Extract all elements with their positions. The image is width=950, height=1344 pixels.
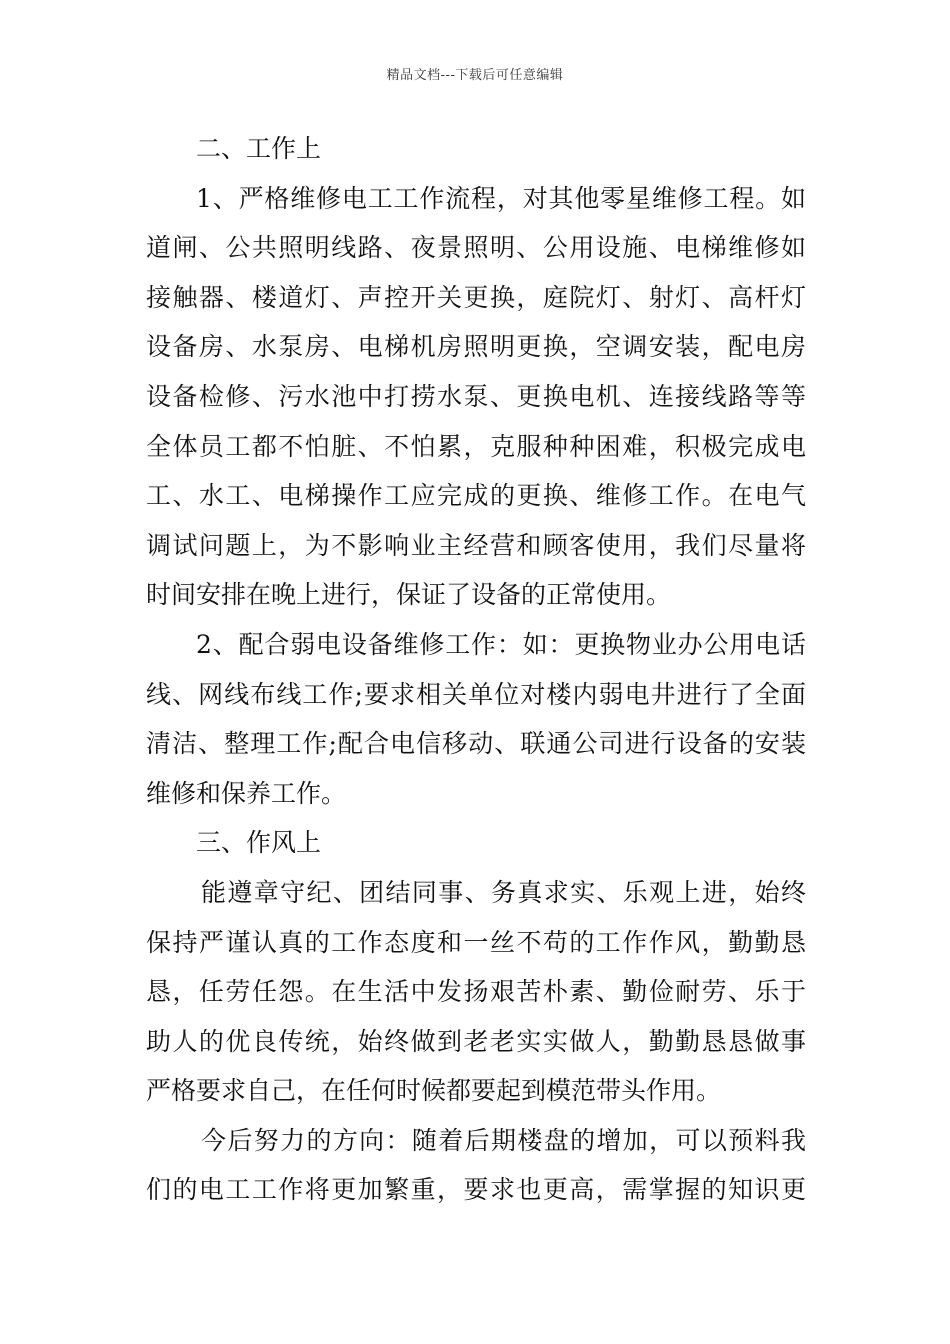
paragraph-line: 保持严谨认真的工作态度和一丝不苟的工作作风，勤勤恳 (146, 927, 806, 957)
paragraph-line: 严格要求自己，在任何时候都要起到模范带头作用。 (146, 1076, 722, 1106)
paragraph-line: 时间安排在晚上进行，保证了设备的正常使用。 (146, 580, 672, 610)
paragraph-line: 们的电工工作将更加繁重，要求也更高，需掌握的知识更 (146, 1175, 806, 1205)
page-header: 精品文档---下载后可任意编辑 (386, 68, 564, 83)
paragraph-line: 今后努力的方向：随着后期楼盘的增加，可以预料我 (201, 1125, 806, 1155)
paragraph-line: 设备房、水泵房、电梯机房照明更换，空调安装，配电房 (146, 332, 806, 362)
paragraph-line: 全体员工都不怕脏、不怕累，克服种种困难，积极完成电 (146, 431, 806, 461)
paragraph-line: 设备检修、污水池中打捞水泵、更换电机、连接线路等等 (146, 381, 806, 411)
document-body (146, 124, 806, 1215)
paragraph-line: 恳，任劳任怨。在生活中发扬艰苦朴素、勤俭耐劳、乐于 (146, 977, 806, 1007)
paragraph-line: 调试问题上，为不影响业主经营和顾客使用，我们尽量将 (146, 530, 806, 560)
section-heading-style: 三、作风上 (196, 828, 322, 858)
paragraph-line: 能遵章守纪、团结同事、务真求实、乐观上进，始终 (201, 877, 806, 907)
paragraph-line: 助人的优良传统，始终做到老老实实做人，勤勤恳恳做事 (146, 1026, 806, 1056)
paragraph-line: 维修和保养工作。 (146, 778, 347, 808)
paragraph-line: 线、网线布线工作;要求相关单位对楼内弱电井进行了全面 (146, 679, 806, 709)
paragraph-line: 道闸、公共照明线路、夜景照明、公用设施、电梯维修如 (146, 233, 806, 263)
paragraph-line: 清洁、整理工作;配合电信移动、联通公司进行设备的安装 (146, 729, 806, 759)
section-heading-work: 二、工作上 (196, 134, 322, 163)
paragraph-line: 1、严格维修电工工作流程，对其他零星维修工程。如 (196, 183, 806, 213)
paragraph-line: 接触器、楼道灯、声控开关更换，庭院灯、射灯、高杆灯 (146, 282, 806, 312)
paragraph-line: 2、配合弱电设备维修工作：如：更换物业办公用电话 (196, 629, 806, 659)
paragraph-line: 工、水工、电梯操作工应完成的更换、维修工作。在电气 (146, 481, 806, 511)
